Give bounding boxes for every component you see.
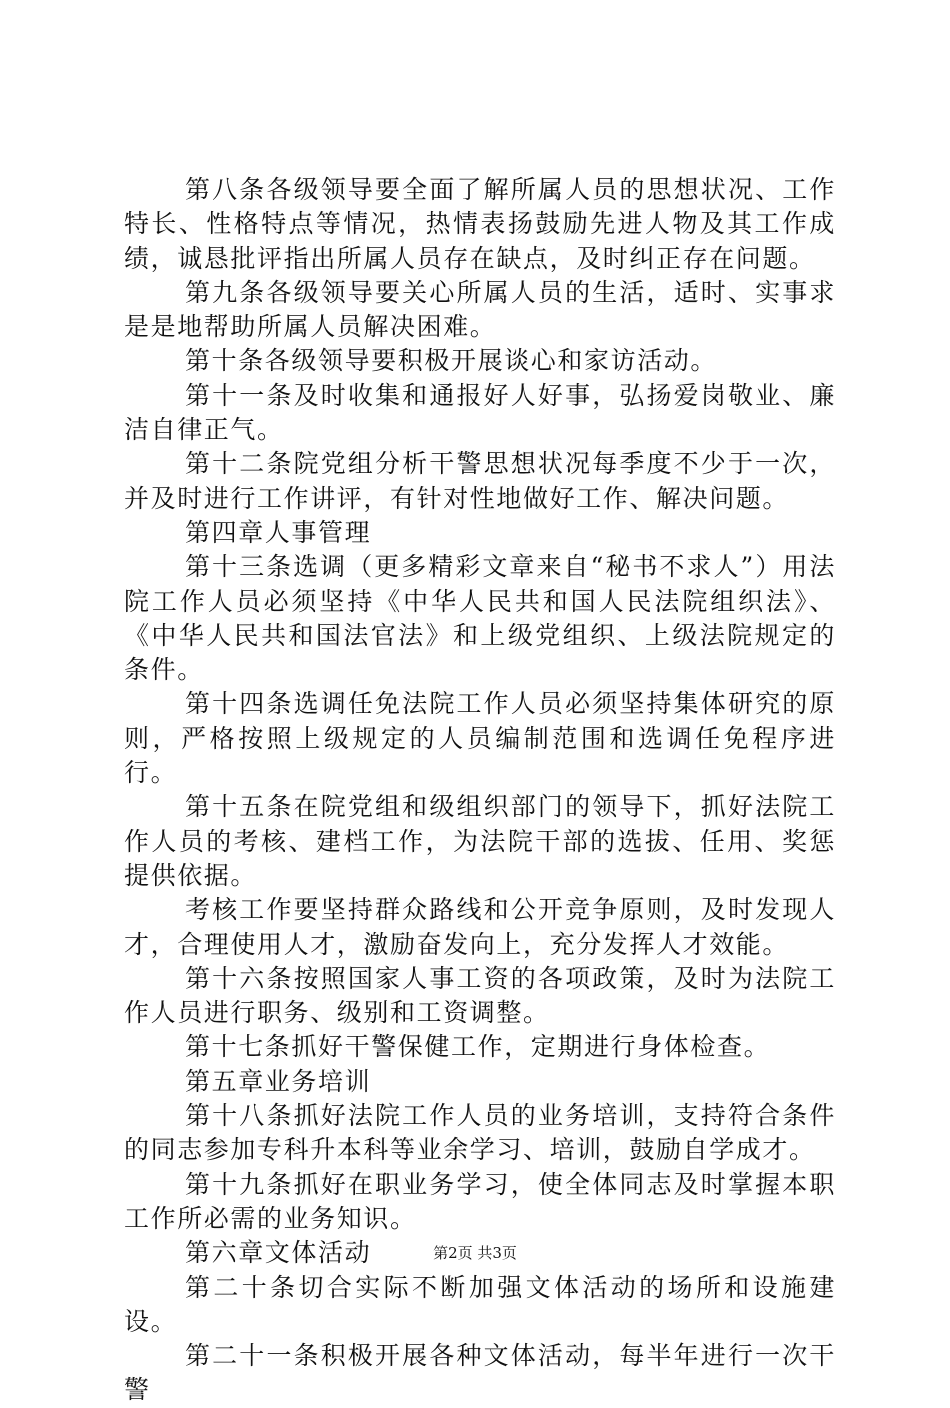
chapter-5-heading: 第五章业务培训 (185, 1066, 372, 1096)
document-body (124, 173, 836, 1408)
article-11-paragraph: 第十一条及时收集和通报好人好事，弘扬爱岗敬业、廉洁自律正气。 (124, 380, 836, 445)
article-12-paragraph: 第十二条院党组分析干警思想状况每季度不少于一次，并及时进行工作讲评，有针对性地做好工作、解决问题。 (124, 449, 836, 513)
article-21-paragraph: 第二十一条积极开展各种文体活动，每半年进行一次干警 (124, 1341, 836, 1405)
chapter-6-heading: 第六章文体活动 (185, 1238, 372, 1268)
article-14-paragraph: 第十四条选调任免法院工作人员必须坚持集体研究的原则，严格按照上级规定的人员编制范围和选调任免程序进行。 (124, 689, 836, 788)
article-9-paragraph: 第九条各级领导要关心所属人员的生活，适时、实事求是是地帮助所属人员解决困难。 (124, 277, 836, 342)
article-17-paragraph: 第十七条抓好干警保健工作，定期进行身体检查。 (185, 1032, 771, 1062)
assessment-paragraph: 考核工作要坚持群众路线和公开竞争原则，及时发现人才，合理使用人才，激励奋发向上，充分发挥人才效能。 (124, 895, 836, 959)
article-13-paragraph: 第十三条选调（更多精彩文章来自“秘书不求人”）用法院工作人员必须坚持《中华人民共和国人民法院组织法》、《中华人民共和国法官法》和上级党组织、上级法院规定的条件。 (124, 552, 836, 685)
article-19-paragraph: 第十九条抓好在职业务学习，使全体同志及时掌握本职工作所必需的业务知识。 (124, 1169, 836, 1233)
chapter-4-heading: 第四章人事管理 (185, 517, 372, 547)
article-20-paragraph: 第二十条切合实际不断加强文体活动的场所和设施建设。 (124, 1272, 836, 1336)
article-10-paragraph: 第十条各级领导要积极开展谈心和家访活动。 (185, 346, 718, 376)
article-8-paragraph: 第八条各级领导要全面了解所属人员的思想状况、工作特长、性格特点等情况，热情表扬鼓励先进人物及其工作成绩，诚恳批评指出所属人员存在缺点，及时纠正存在问题。 (124, 175, 836, 273)
article-18-paragraph: 第十八条抓好法院工作人员的业务培训，支持符合条件的同志参加专科升本科等业余学习、培训，鼓励自学成才。 (124, 1101, 836, 1165)
page-number-footer: 第2页 共3页 (433, 1244, 517, 1262)
article-16-paragraph: 第十六条按照国家人事工资的各项政策，及时为法院工作人员进行职务、级别和工资调整。 (124, 963, 836, 1028)
article-15-paragraph: 第十五条在院党组和级组织部门的领导下，抓好法院工作人员的考核、建档工作，为法院干部的选拔、任用、奖惩提供依据。 (124, 792, 836, 890)
